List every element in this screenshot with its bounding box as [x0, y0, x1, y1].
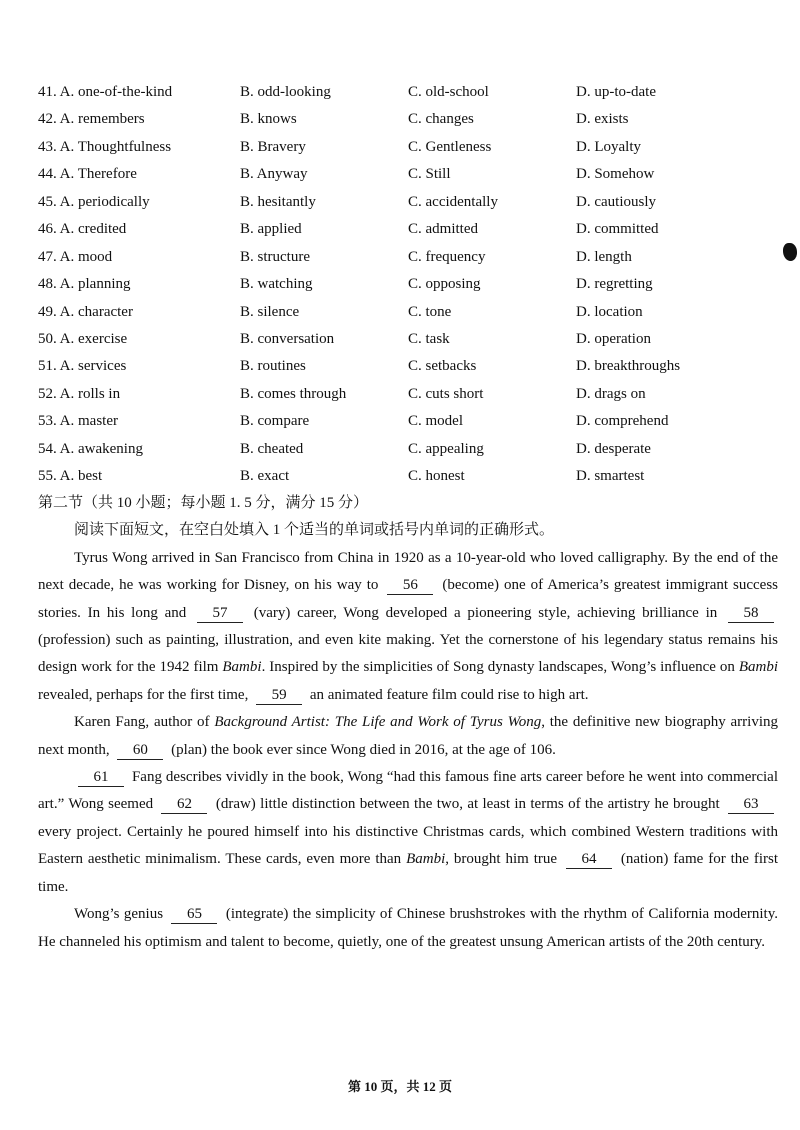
- option-a: 55. A. best: [38, 468, 103, 485]
- option-d: D. committed: [576, 221, 659, 238]
- option-b: B. cheated: [240, 440, 304, 457]
- blank-58: 58: [728, 604, 774, 623]
- option-c: C. changes: [408, 111, 474, 128]
- option-c: C. Gentleness: [408, 138, 492, 155]
- option-row: [38, 382, 778, 409]
- option-a: 46. A. credited: [38, 221, 127, 238]
- italic-title: Bambi: [406, 851, 446, 868]
- passage-text: Tyrus Wong arrived in San Francisco from China in 1920 as a 10-year-old who loved calligraphy. By the end of the next decade, he was working for Disney, on his way to: [38, 549, 778, 594]
- page-number: 第 10 页，共 12 页: [347, 1079, 452, 1094]
- option-row: [38, 107, 778, 134]
- option-d: D. cautiously: [576, 193, 656, 210]
- passage-text: (nation) fame for the first time.: [38, 851, 778, 895]
- passage-text: Karen Fang, author of: [74, 714, 215, 731]
- option-b: B. hesitantly: [240, 193, 316, 210]
- option-c: C. honest: [408, 468, 465, 485]
- option-c: C. opposing: [408, 276, 481, 293]
- option-row: [38, 217, 778, 244]
- option-row: [38, 80, 778, 107]
- option-b: B. routines: [240, 358, 306, 375]
- option-row: [38, 464, 778, 491]
- blank-62: 62: [161, 795, 207, 814]
- option-b: B. silence: [240, 303, 300, 320]
- passage-paragraph: [38, 709, 778, 764]
- option-c: C. task: [408, 330, 450, 347]
- option-c: C. setbacks: [408, 358, 477, 375]
- blank-61: 61: [78, 768, 124, 787]
- passage-text: . Inspired by the simplicities of Song dynasty landscapes, Wong’s influence on: [261, 659, 739, 676]
- passage: [38, 545, 778, 956]
- option-a: 48. A. planning: [38, 276, 131, 293]
- passage-text: , brought him true: [445, 851, 558, 868]
- option-row: [38, 190, 778, 217]
- passage-text: (profession) such as painting, illustration, and even kite making. Yet the cornerstone of his legendary status remains his design work for the 1942 film: [38, 632, 778, 676]
- option-c: C. admitted: [408, 221, 478, 238]
- option-a: 54. A. awakening: [38, 440, 143, 457]
- option-a: 51. A. services: [38, 358, 127, 375]
- option-c: C. accidentally: [408, 193, 498, 210]
- option-b: B. structure: [240, 248, 310, 265]
- option-c: C. cuts short: [408, 385, 484, 402]
- option-a: 41. A. one-of-the-kind: [38, 84, 173, 100]
- blank-57: 57: [197, 604, 243, 623]
- blank-59: 59: [256, 686, 302, 705]
- option-d: D. operation: [576, 330, 651, 347]
- option-b: B. knows: [240, 111, 297, 128]
- option-row: [38, 437, 778, 464]
- option-a: 53. A. master: [38, 413, 118, 430]
- section-two: [38, 490, 778, 956]
- option-a: 44. A. Therefore: [38, 166, 137, 183]
- option-d: D. up-to-date: [576, 84, 656, 100]
- option-b: B. compare: [240, 413, 310, 430]
- option-b: B. odd-looking: [240, 84, 331, 100]
- option-c: C. appealing: [408, 440, 484, 457]
- option-b: B. applied: [240, 221, 302, 238]
- option-row: [38, 300, 778, 327]
- option-b: B. conversation: [240, 330, 335, 347]
- option-d: D. Somehow: [576, 166, 655, 183]
- passage-text: (integrate) the simplicity of Chinese brushstrokes with the rhythm of California modernity. He channeled his optimism and talent to become, quietly, one of the greatest unsung American artists of the 20th century.: [38, 906, 779, 950]
- option-row: [38, 272, 778, 299]
- instructions: 阅读下面短文，在空白处填入 1 个适当的单词或括号内单词的正确形式。: [74, 522, 555, 539]
- option-a: 42. A. remembers: [38, 111, 145, 128]
- option-b: B. watching: [240, 276, 313, 293]
- passage-text: (plan) the book ever since Wong died in 2016, at the age of 106.: [171, 741, 556, 758]
- passage-paragraph: [38, 764, 778, 901]
- passage-text: every project. Certainly he poured himself into his distinctive Christmas cards, which combined Western traditions with Eastern aesthetic minimalism. These cards, even more than: [38, 823, 778, 868]
- passage-text: an animated feature film could rise to high art.: [309, 686, 589, 703]
- option-d: D. breakthroughs: [576, 358, 681, 375]
- option-a: 47. A. mood: [38, 248, 113, 265]
- blank-65: 65: [171, 905, 217, 924]
- option-d: D. length: [576, 248, 632, 265]
- passage-text: (become) one of America’s greatest immigrant success stories. In his long and: [38, 577, 778, 621]
- italic-title: Bambi: [738, 659, 778, 676]
- option-c: C. frequency: [408, 248, 486, 265]
- blank-60: 60: [117, 741, 163, 760]
- scan-mark: [783, 243, 797, 261]
- option-a: 45. A. periodically: [38, 193, 150, 210]
- passage-text: (draw) little distinction between the two, at least in terms of the artistry he brought: [215, 796, 720, 813]
- blank-64: 64: [566, 850, 612, 869]
- option-a: 49. A. character: [38, 303, 133, 320]
- section-title: 第二节（共 10 小题；每小题 1. 5 分，满分 15 分）: [38, 495, 369, 511]
- italic-title: Background Artist: The Life and Work of Tyrus Wong: [214, 714, 542, 731]
- option-row: [38, 245, 778, 272]
- option-a: 50. A. exercise: [38, 330, 128, 347]
- cloze-options: [38, 80, 778, 492]
- option-a: 43. A. Thoughtfulness: [38, 138, 172, 155]
- option-row: [38, 135, 778, 162]
- option-b: B. comes through: [240, 385, 347, 402]
- passage-text: (vary) career, Wong developed a pioneering style, achieving brilliance in: [253, 604, 718, 621]
- passage-text: , the definitive new biography arriving next month,: [38, 714, 778, 758]
- blank-63: 63: [728, 795, 774, 814]
- option-row: [38, 162, 778, 189]
- option-d: D. regretting: [576, 276, 653, 293]
- option-d: D. drags on: [576, 385, 646, 402]
- option-c: C. model: [408, 413, 463, 430]
- option-d: D. smartest: [576, 468, 645, 485]
- option-c: C. old-school: [408, 84, 489, 100]
- option-row: [38, 409, 778, 436]
- passage-paragraph: [38, 901, 778, 956]
- option-d: D. desperate: [576, 440, 651, 457]
- passage-paragraph: [38, 545, 778, 709]
- option-b: B. exact: [240, 468, 290, 485]
- italic-title: Bambi: [222, 659, 262, 676]
- option-row: [38, 327, 778, 354]
- passage-text: Wong’s genius: [74, 906, 164, 923]
- option-a: 52. A. rolls in: [38, 385, 121, 402]
- option-d: D. exists: [576, 111, 629, 128]
- passage-text: revealed, perhaps for the first time,: [38, 686, 249, 703]
- option-row: [38, 354, 778, 381]
- option-b: B. Anyway: [240, 166, 308, 183]
- option-b: B. Bravery: [240, 138, 306, 155]
- option-d: D. location: [576, 303, 643, 320]
- option-d: D. Loyalty: [576, 138, 641, 155]
- option-d: D. comprehend: [576, 413, 669, 430]
- option-c: C. tone: [408, 303, 452, 320]
- option-c: C. Still: [408, 166, 451, 183]
- blank-56: 56: [387, 576, 433, 595]
- passage-text: Fang describes vividly in the book, Wong “had this famous fine arts career before he went into commercial art.” Wong seemed: [38, 769, 778, 813]
